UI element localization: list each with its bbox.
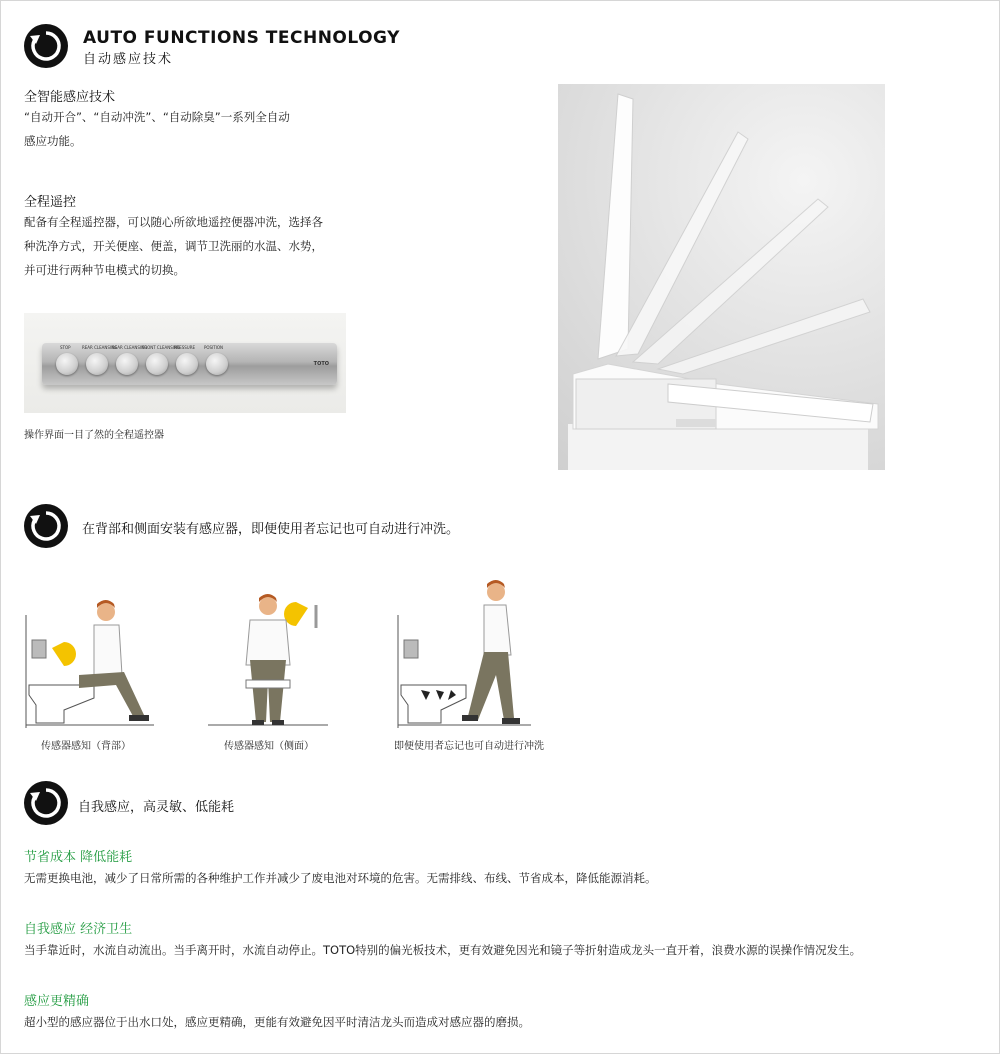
self-sensing-intro: 自我感应，高灵敏、低能耗 [78, 800, 235, 815]
remote-label: FRONT CLEANSING [142, 345, 181, 350]
remote-pressure-button [176, 353, 198, 375]
remote-rear-button [86, 353, 108, 375]
sensor-wave-icon [52, 642, 76, 666]
auto-cycle-icon [24, 504, 68, 548]
remote-stop-button [56, 353, 78, 375]
page-subtitle: 自动感应技术 [83, 52, 174, 67]
heading-remote-control: 全程遥控 [24, 195, 77, 210]
remote-control-bar [42, 343, 337, 385]
illustration-auto-flush [396, 580, 536, 730]
page-title: AUTO FUNCTIONS TECHNOLOGY [83, 28, 400, 48]
paragraph-smart-sensing-line2: 感应功能。 [24, 134, 82, 148]
remote-label: PRESSURE [174, 345, 196, 350]
remote-front-button [146, 353, 168, 375]
caption-auto-flush: 即便使用者忘记也可自动进行冲洗 [394, 741, 544, 752]
feature-title-hygiene: 自我感应 经济卫生 [24, 922, 133, 937]
feature-text-energy: 无需更换电池，减少了日常所需的各种维护工作并减少了废电池对环境的危害。无需排线、布线、节省成本，降低能源消耗。 [24, 871, 657, 885]
illustration-side-sensor [208, 580, 333, 730]
auto-cycle-icon [24, 24, 68, 68]
remote-brand-mark: TOTO [313, 361, 329, 367]
sensor-wave-icon [284, 602, 308, 626]
paragraph-remote-line1: 配备有全程遥控器，可以随心所欲地遥控便器冲洗，选择各 [24, 215, 323, 229]
remote-label: REAR CLEANSING [82, 345, 118, 350]
heading-smart-sensing: 全智能感应技术 [24, 90, 116, 105]
remote-control-image [24, 313, 346, 413]
remote-label: POSITION [204, 345, 224, 350]
feature-title-energy: 节省成本 降低能耗 [24, 850, 133, 865]
paragraph-remote-line2: 种洗净方式，开关便座、便盖，调节卫洗丽的水温、水势， [24, 239, 323, 253]
sensor-intro: 在背部和侧面安装有感应器，即便使用者忘记也可自动进行冲洗。 [82, 522, 460, 537]
caption-side-sensor: 传感器感知（侧面） [224, 741, 314, 752]
feature-text-precision: 超小型的感应器位于出水口处，感应更精确，更能有效避免因平时清洁龙头而造成对感应器的磨损。 [24, 1015, 530, 1029]
remote-position-button [206, 353, 228, 375]
auto-cycle-icon [24, 781, 68, 825]
feature-text-hygiene: 当手靠近时，水流自动流出。当手离开时，水流自动停止。TOTO特别的偏光板技术，更有效避免因光和镜子等折射造成龙头一直开着，浪费水源的误操作情况发生。 [24, 943, 862, 957]
toilet-lid-photo [558, 84, 885, 470]
caption-back-sensor: 传感器感知（背部） [41, 741, 131, 752]
remote-rear-soft-button [116, 353, 138, 375]
illustration-back-sensor [24, 580, 159, 730]
remote-label: REAR CLEANSING [112, 345, 148, 350]
paragraph-remote-line3: 并可进行两种节电模式的切换。 [24, 263, 185, 277]
paragraph-smart-sensing-line1: “自动开合”、“自动冲洗”、“自动除臭”一系列全自动 [24, 110, 290, 124]
remote-caption: 操作界面一目了然的全程遥控器 [24, 430, 164, 441]
feature-title-precision: 感应更精确 [24, 994, 90, 1009]
remote-label: STOP [60, 345, 71, 350]
